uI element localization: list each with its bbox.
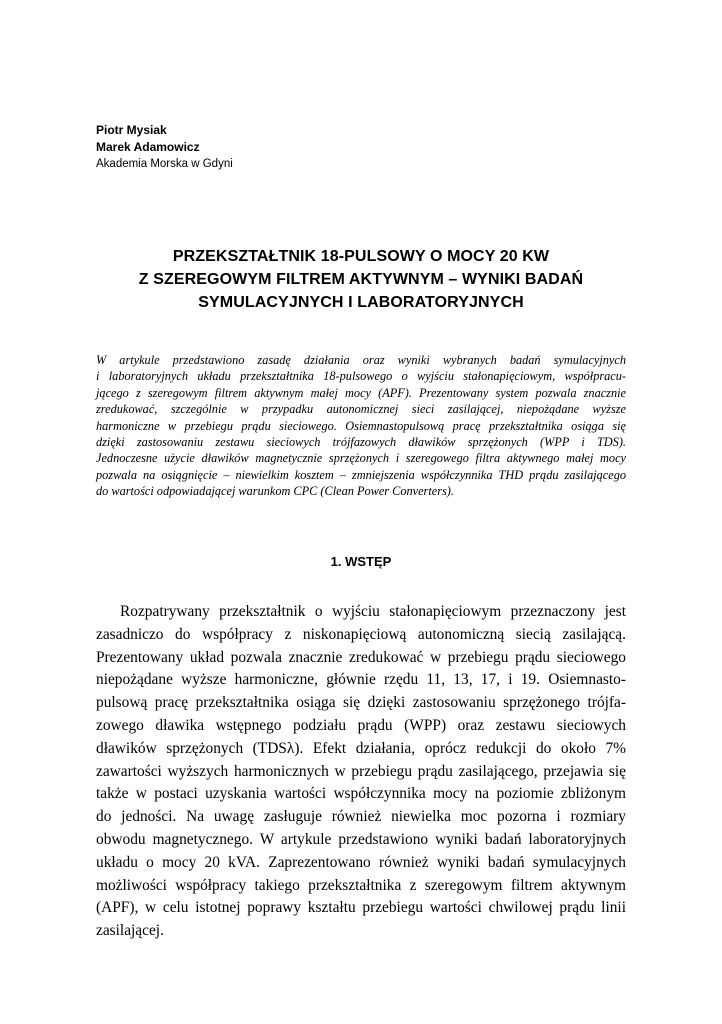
body-line: Rozpatrywany przekształtnik o wyjściu stałonapięciowym przeznaczony jest: [120, 603, 626, 620]
body-line: zowego dławika wstępnego podziału prądu (WPP) oraz zestawu sieciowych: [96, 716, 626, 734]
author-block: [96, 122, 233, 173]
body-line: do jedności. Na uwagę zasługuje również niewielka moc pozorna i rozmiary: [96, 808, 626, 826]
body-line: zasilającej.: [96, 922, 164, 940]
body-line: układu o mocy 20 kVA. Zaprezentowano również wyniki badań symulacyjnych: [96, 853, 626, 871]
body-line: dławików sprzężonych (TDSλ). Efekt działania, oprócz redukcji do około 7%: [96, 739, 626, 757]
paper-title: [80, 245, 642, 314]
section-heading: 1. WSTĘP: [330, 554, 392, 569]
abstract-line: do wartości odpowiadającej warunkom CPC (Clean Power Converters).: [96, 484, 454, 499]
body-line: obwodu magnetycznego. W artykule przedstawiono wyniki badań laboratoryjnych: [96, 830, 626, 848]
abstract-line: jącego z szeregowym filtrem aktywnym małej mocy (APF). Prezentowany system pozwala znacznie: [96, 385, 626, 400]
title-line: Z SZEREGOWYM FILTREM AKTYWNYM – WYNIKI BADAŃ: [138, 271, 584, 288]
body-line: możliwości współpracy takiego przekształtnika z szeregowym filtrem aktywnym: [96, 876, 626, 894]
title-line: PRZEKSZTAŁTNIK 18-PULSOWY O MOCY 20 KW: [172, 248, 550, 265]
body-line: (APF), w celu istotnej poprawy kształtu przebiegu wartości chwilowej prądu linii: [96, 899, 626, 917]
abstract-line: W artykule przedstawiono zasadę działania oraz wyniki wybranych badań symulacyjnych: [96, 353, 626, 367]
body-line: zasadniczo do współpracy z niskonapięciową autonomiczną siecią zasilającą.: [96, 625, 626, 643]
title-line: SYMULACYJNYCH I LABORATORYJNYCH: [198, 294, 524, 311]
abstract-line: i laboratoryjnych układu przekształtnika 18-pulsowego o wyjściu stałonapięciowym, współpracu-: [96, 369, 626, 384]
body-line: także w postaci uzyskania wartości współczynnika mocy na poziomie zbliżonym: [96, 785, 626, 803]
author-name: Piotr Mysiak: [96, 123, 167, 137]
abstract-line: pozwala na osiągnięcie – niewielkim kosztem – zmniejszenia współczynnika THD prądu zasilającego: [96, 467, 626, 482]
body-line: niepożądane wyższe harmoniczne, głównie rzędu 11, 13, 17, i 19. Osiemnasto-: [96, 671, 626, 689]
body-line: Prezentowany układ pozwala znacznie zredukować w przebiegu prądu sieciowego: [96, 648, 626, 666]
abstract-line: dzięki zastosowaniu zestawu sieciowych trójfazowych dławików sprzężonych (WPP i TDS).: [96, 435, 626, 450]
body-line: zawartości wyższych harmonicznych w przebiegu prądu zasilającego, przejawia się: [96, 762, 626, 780]
abstract-line: harmoniczne w przebiegu prądu sieciowego. Osiemnastopulsową pracę przekształtnika osiąga się: [96, 418, 626, 433]
affiliation: Akademia Morska w Gdyni: [96, 158, 233, 170]
body-paragraph: [96, 601, 626, 943]
abstract: [96, 352, 626, 500]
author-name: Marek Adamowicz: [96, 140, 200, 154]
abstract-line: zredukować, szczególnie w przypadku autonomicznej sieci zasilającej, niepożądane wyższe: [96, 402, 626, 417]
body-line: pulsową pracę przekształtnika osiąga się dzięki zastosowaniu sprzężonego trójfa-: [96, 694, 626, 712]
abstract-line: Jednoczesne użycie dławików magnetycznie sprzężonych i szeregowego filtra aktywnego małej mocy: [96, 451, 626, 466]
